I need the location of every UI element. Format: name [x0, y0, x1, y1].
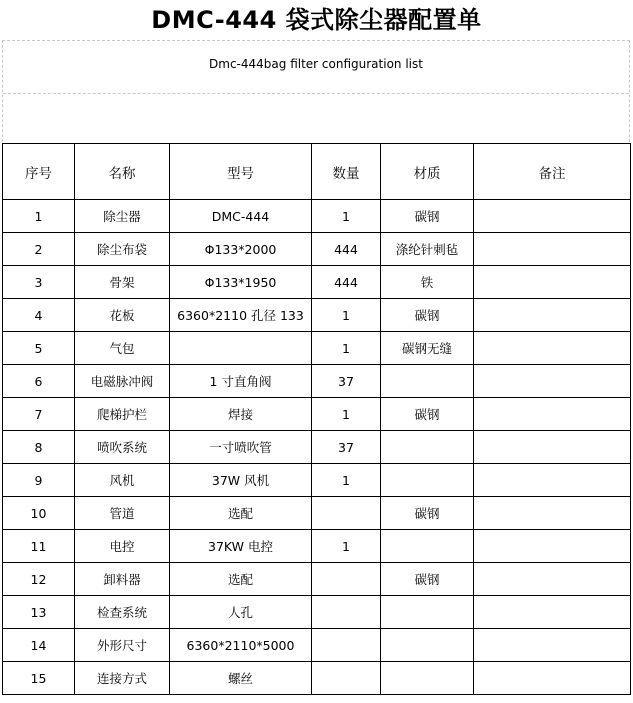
cell-remarks	[474, 563, 631, 596]
table-row	[3, 266, 631, 299]
cell-quantity: 1	[312, 398, 381, 431]
table-row	[3, 530, 631, 563]
cell-quantity: 444	[312, 266, 381, 299]
cell-name: 骨架	[75, 266, 170, 299]
cell-remarks	[474, 431, 631, 464]
cell-model: 一寸喷吹管	[170, 431, 312, 464]
cell-name: 除尘器	[75, 200, 170, 233]
table-row	[3, 662, 631, 695]
cell-index: 3	[3, 266, 75, 299]
dashed-divider	[3, 93, 629, 94]
cell-quantity	[312, 596, 381, 629]
header-material: 材质	[381, 144, 474, 200]
cell-remarks	[474, 464, 631, 497]
cell-remarks	[474, 629, 631, 662]
cell-name: 花板	[75, 299, 170, 332]
cell-model: Φ133*2000	[170, 233, 312, 266]
cell-model: 1 寸直角阀	[170, 365, 312, 398]
cell-quantity: 37	[312, 365, 381, 398]
cell-model: Φ133*1950	[170, 266, 312, 299]
cell-name: 爬梯护栏	[75, 398, 170, 431]
cell-name: 电控	[75, 530, 170, 563]
cell-index: 9	[3, 464, 75, 497]
cell-name: 除尘布袋	[75, 233, 170, 266]
cell-model: 焊接	[170, 398, 312, 431]
cell-model	[170, 332, 312, 365]
cell-name: 外形尺寸	[75, 629, 170, 662]
cell-remarks	[474, 365, 631, 398]
cell-material	[381, 431, 474, 464]
cell-material: 碳钢	[381, 563, 474, 596]
header-index: 序号	[3, 144, 75, 200]
cell-index: 1	[3, 200, 75, 233]
cell-remarks	[474, 497, 631, 530]
cell-model: 人孔	[170, 596, 312, 629]
cell-material: 铁	[381, 266, 474, 299]
cell-quantity: 37	[312, 431, 381, 464]
table-row	[3, 629, 631, 662]
cell-quantity: 444	[312, 233, 381, 266]
cell-material	[381, 596, 474, 629]
table-row	[3, 200, 631, 233]
cell-quantity: 1	[312, 299, 381, 332]
cell-name: 喷吹系统	[75, 431, 170, 464]
cell-remarks	[474, 332, 631, 365]
table-row	[3, 398, 631, 431]
page-subtitle: Dmc-444bag filter configuration list	[209, 57, 423, 71]
table-row	[3, 464, 631, 497]
cell-quantity: 1	[312, 200, 381, 233]
cell-name: 电磁脉冲阀	[75, 365, 170, 398]
cell-material: 碳钢	[381, 299, 474, 332]
cell-index: 2	[3, 233, 75, 266]
header-name: 名称	[75, 144, 170, 200]
cell-quantity: 1	[312, 332, 381, 365]
cell-index: 8	[3, 431, 75, 464]
cell-quantity	[312, 629, 381, 662]
cell-index: 13	[3, 596, 75, 629]
cell-model: 37W 风机	[170, 464, 312, 497]
cell-material	[381, 365, 474, 398]
cell-model: 选配	[170, 563, 312, 596]
table-row	[3, 563, 631, 596]
cell-quantity: 1	[312, 464, 381, 497]
table-row	[3, 497, 631, 530]
cell-quantity	[312, 662, 381, 695]
cell-remarks	[474, 530, 631, 563]
cell-name: 风机	[75, 464, 170, 497]
page-title: DMC-444 袋式除尘器配置单	[151, 6, 482, 34]
cell-index: 4	[3, 299, 75, 332]
cell-remarks	[474, 200, 631, 233]
cell-index: 15	[3, 662, 75, 695]
table-row	[3, 299, 631, 332]
cell-remarks	[474, 299, 631, 332]
cell-remarks	[474, 398, 631, 431]
cell-material: 碳钢	[381, 497, 474, 530]
cell-index: 11	[3, 530, 75, 563]
subtitle-box	[2, 40, 630, 142]
cell-index: 6	[3, 365, 75, 398]
cell-name: 连接方式	[75, 662, 170, 695]
table-row	[3, 233, 631, 266]
header-quantity: 数量	[312, 144, 381, 200]
cell-quantity	[312, 497, 381, 530]
header-model: 型号	[170, 144, 312, 200]
cell-remarks	[474, 233, 631, 266]
cell-model: DMC-444	[170, 200, 312, 233]
cell-index: 14	[3, 629, 75, 662]
header-remarks: 备注	[474, 144, 631, 200]
cell-remarks	[474, 662, 631, 695]
cell-model: 选配	[170, 497, 312, 530]
cell-quantity: 1	[312, 530, 381, 563]
table-row	[3, 332, 631, 365]
cell-material: 碳钢	[381, 398, 474, 431]
cell-material	[381, 662, 474, 695]
cell-name: 管道	[75, 497, 170, 530]
table-row	[3, 365, 631, 398]
cell-material: 涤纶针刺毡	[381, 233, 474, 266]
cell-index: 7	[3, 398, 75, 431]
cell-index: 5	[3, 332, 75, 365]
cell-remarks	[474, 266, 631, 299]
cell-index: 10	[3, 497, 75, 530]
cell-model: 螺丝	[170, 662, 312, 695]
cell-material: 碳钢	[381, 200, 474, 233]
cell-name: 气包	[75, 332, 170, 365]
cell-model: 37KW 电控	[170, 530, 312, 563]
cell-material	[381, 629, 474, 662]
table-row	[3, 431, 631, 464]
cell-remarks	[474, 596, 631, 629]
table-row	[3, 596, 631, 629]
cell-model: 6360*2110 孔径 133	[170, 299, 312, 332]
cell-material	[381, 464, 474, 497]
configuration-table	[2, 143, 631, 695]
cell-quantity	[312, 563, 381, 596]
cell-index: 12	[3, 563, 75, 596]
table-header-row	[3, 144, 631, 200]
cell-material	[381, 530, 474, 563]
cell-name: 检查系统	[75, 596, 170, 629]
cell-model: 6360*2110*5000	[170, 629, 312, 662]
cell-material: 碳钢无缝	[381, 332, 474, 365]
cell-name: 卸料器	[75, 563, 170, 596]
